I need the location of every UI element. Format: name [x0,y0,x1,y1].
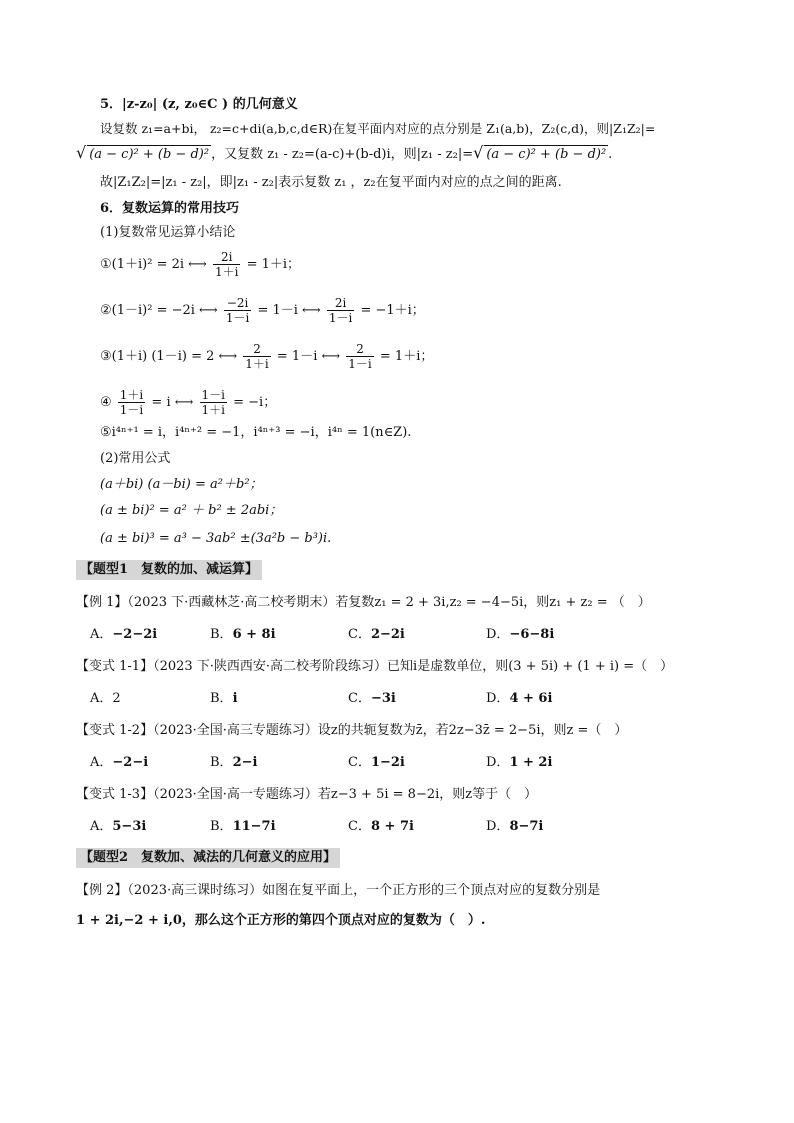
rule-1-fraction: $\frac{2i}{1+i}$ [214,250,239,279]
sqrt-expression-1: (a − c)² + (b − d)² [89,147,210,162]
section-5-p2-end: . [608,147,613,162]
rule-4-fraction-2: $\frac{1-i}{1+i}$ [201,388,225,417]
variant-1-2-option-d[interactable]: D．1 + 2i [486,755,553,770]
example-2-question-line-1: 【例 2】（2023·高三课时练习）如图在复平面上，一个正方形的三个顶点对应的复数分别是 [76,883,601,898]
rule-4-lhs: ④ [100,395,112,410]
rule-1-lhs: ①(1＋i)² = 2i ⟷ [100,257,207,272]
rule-2-fraction-2: $\frac{2i}{1-i}$ [328,296,353,325]
formula-2: (a ± bi)² = a² ＋ b² ± 2abi； [100,503,283,518]
sqrt-expression-2: (a − c)² + (b − d)² [486,147,607,162]
variant-1-1-option-a[interactable]: A．2 [90,691,121,706]
example-1-option-d[interactable]: D．−6−8i [486,627,555,642]
variant-1-3-option-b[interactable]: B．11−7i [210,819,276,834]
rule-4-rhs: = −i； [233,395,277,410]
rule-4 [100,388,276,417]
section-5-paragraph-2 [76,144,612,164]
topic-2-tag: 【题型2 复数加、减法的几何意义的应用】 [76,848,340,868]
variant-1-2-option-a[interactable]: A．−2−i [90,755,149,770]
example-1-option-a[interactable]: A．−2−2i [90,627,158,642]
variant-1-1-option-c[interactable]: C．−3i [348,691,396,706]
example-1-option-b[interactable]: B．6 + 8i [210,627,276,642]
rule-4-fraction-1: $\frac{1+i}{1-i}$ [119,388,144,417]
rule-2-lhs: ②(1－i)² = −2i ⟷ [100,303,218,318]
example-2-question-line-2: 1 + 2i,−2 + i,0，那么这个正方形的第四个顶点对应的复数为（ ）. [76,913,486,928]
variant-1-1-option-d[interactable]: D．4 + 6i [486,691,553,706]
rule-4-mid: = i ⟷ [151,395,194,410]
rule-2 [100,296,425,325]
variant-1-1-option-b[interactable]: B．i [210,691,238,706]
variant-1-3-option-c[interactable]: C．8 + 7i [348,819,414,834]
rule-3-lhs: ③(1＋i) (1－i) = 2 ⟷ [100,349,238,364]
section-6-sub-1: (1)复数常见运算小结论 [100,225,236,240]
variant-1-2-question: 【变式 1-2】（2023·全国·高三专题练习）设z的共轭复数为z̄，若2z−3z̄ = 2−5i，则z =（ ） [76,723,628,738]
rule-1 [100,250,300,279]
variant-1-2-option-b[interactable]: B．2−i [210,755,258,770]
rule-3-fraction-1: $\frac{2}{1+i}$ [245,342,269,371]
topic-1-tag: 【题型1 复数的加、减运算】 [76,560,262,580]
section-5-paragraph-3: 故|Z₁Z₂|=|z₁ - z₂|，即|z₁ - z₂|表示复数 z₁ ，z₂在复平面内对应的点之间的距离. [100,175,562,190]
example-1-question: 【例 1】（2023 下·西藏林芝·高二校考期末）若复数z₁ = 2 + 3i,z₂ = −4−5i，则z₁ + z₂ = （ ） [76,595,651,610]
rule-2-fraction-1: $\frac{-2i}{1-i}$ [225,296,250,325]
sqrt-sign: √ [76,143,87,162]
variant-1-3-question: 【变式 1-3】（2023·全国·高一专题练习）若z−3 + 5i = 8−2i，则z等于（ ） [76,787,538,802]
formula-3: (a ± bi)³ = a³ − 3ab² ±(3a²b − b³)i. [100,531,332,546]
rule-1-rhs: = 1＋i； [246,257,301,272]
section-5-paragraph-1: 设复数 z₁=a+bi， z₂=c+di(a,b,c,d∈R)在复平面内对应的点分别是 Z₁(a,b)，Z₂(c,d)，则|Z₁Z₂|= [100,121,656,136]
variant-1-1-question: 【变式 1-1】（2023 下·陕西西安·高二校考阶段练习）已知i是虚数单位，则(3 + 5i) + (1 + i) =（ ） [76,659,674,674]
section-6-title: 6．复数运算的常用技巧 [100,201,240,216]
variant-1-3-option-d[interactable]: D．8−7i [486,819,544,834]
formula-1: (a＋bi) (a－bi) = a²＋b²； [100,477,263,492]
section-5-title: 5．|z-z₀| (z, z₀∈C ) 的几何意义 [100,97,298,112]
rule-3-mid: = 1－i ⟷ [276,349,341,364]
example-1-option-c[interactable]: C．2−2i [348,627,405,642]
rule-3 [100,342,433,371]
variant-1-3-option-a[interactable]: A．5−3i [90,819,147,834]
variant-1-2-option-c[interactable]: C．1−2i [348,755,405,770]
rule-3-rhs: = 1＋i； [379,349,434,364]
rule-3-fraction-2: $\frac{2}{1-i}$ [348,342,372,371]
rule-5: ⑤i⁴ⁿ⁺¹ = i，i⁴ⁿ⁺² = −1，i⁴ⁿ⁺³ = −i，i⁴ⁿ = 1(n∈Z). [100,425,412,440]
section-6-sub-2: (2)常用公式 [100,451,171,466]
sqrt-sign: √ [473,143,484,162]
rule-2-mid: = 1－i ⟷ [257,303,321,318]
rule-2-rhs: = −1＋i； [360,303,425,318]
section-5-p2-mid: ，又复数 z₁ - z₂=(a-c)+(b-d)i，则|z₁ - z₂|= [211,147,474,162]
